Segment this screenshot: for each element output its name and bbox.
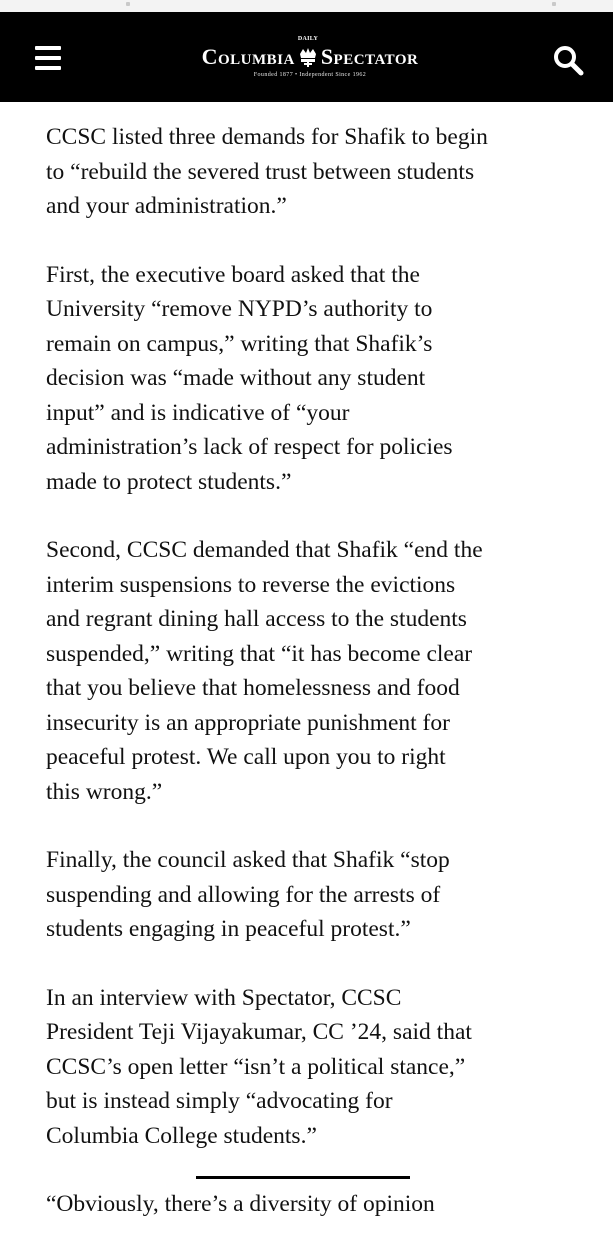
brand-name-right: Spectator [320,44,419,69]
hamburger-menu-icon[interactable] [28,40,68,76]
crown-crest-icon [297,36,319,68]
status-strip [0,0,613,12]
article-paragraph: In an interview with Spectator, CCSC President Teji Vijayakumar, CC ’24, said that CCSC’s open letter “isn’t a political stance,” but is instead simply “advocating for Columbia College students.” [46,984,472,1149]
article-paragraph: Finally, the council asked that Shafik “stop suspending and allowing for the arrests of students engaging in peaceful protest.” [46,847,450,942]
brand-wordmark [160,36,460,70]
brand-name-left: Columbia [201,44,295,69]
article-paragraph: “Obviously, there’s a diversity of opinion [46,1191,435,1217]
site-logo[interactable] [160,32,460,88]
status-mark [126,2,130,6]
article-body [46,120,586,1256]
article-paragraph: CCSC listed three demands for Shafik to begin to “rebuild the severed trust between students and your administration.” [46,124,488,219]
site-header [0,12,613,102]
status-mark [552,2,556,6]
search-icon[interactable] [548,40,588,80]
article-paragraph: Second, CCSC demanded that Shafik “end the interim suspensions to reverse the evictions and regrant dining hall access to the students suspended,” writing that “it has become clear that you believe that homelessness and food insecurity is an appropriate punishment for peaceful protest. We call upon you to right this wrong.” [46,537,483,805]
brand-daily-label: DAILY [297,36,319,42]
brand-tagline: Founded 1877 • Independent Since 1962 [253,72,367,78]
text-selection-handle[interactable] [196,1176,410,1179]
article-paragraph: First, the executive board asked that the University “remove NYPD’s authority to remain on campus,” writing that Shafik’s decision was “made without any student input” and is indicative of “your administration’s lack of respect for policies made to protect students.” [46,261,453,495]
